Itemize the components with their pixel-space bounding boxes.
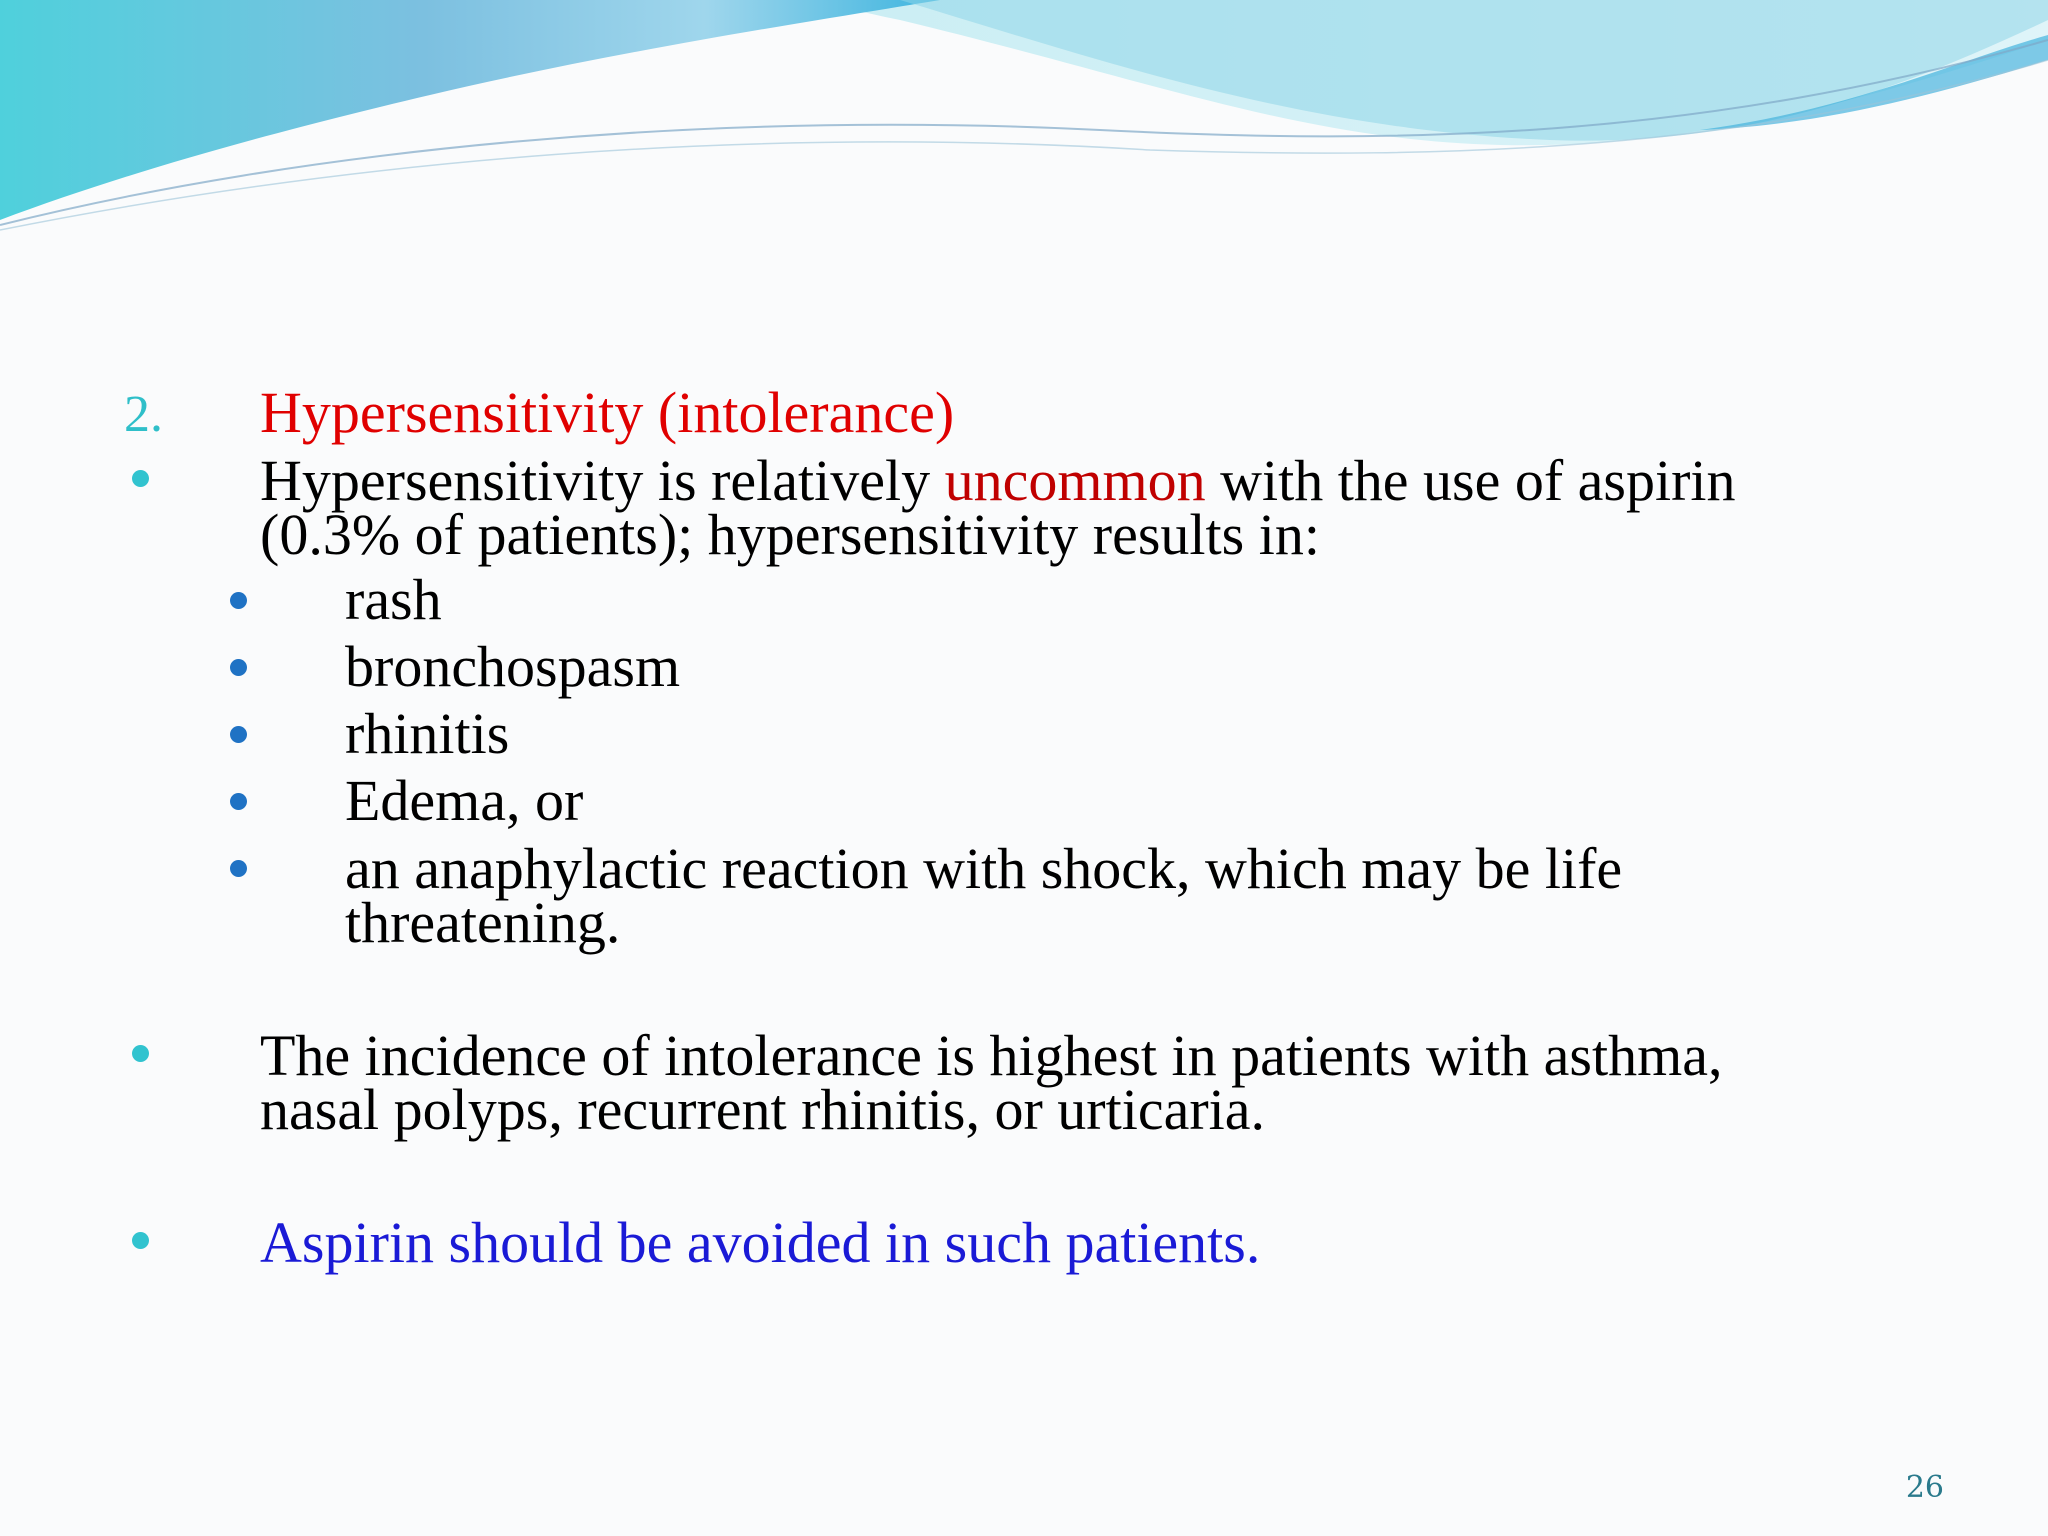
bullet-dot [132,1232,149,1249]
bullet3-text: Aspirin should be avoided in such patients. [260,1210,1261,1275]
sub-item-rash: rash [345,567,442,632]
bullet2-line1: The incidence of intolerance is highest in patients with asthma, [260,1023,1723,1088]
sub-item-anaphylactic-line2: threatening. [345,890,621,955]
sub-item-rhinitis: rhinitis [345,701,510,766]
sub-bullet-dot [230,860,247,877]
list-number: 2. [124,386,163,443]
bullet-dot [132,470,149,487]
bullet1-line2: (0.3% of patients); hypersensitivity results in: [260,502,1320,567]
sub-bullet-dot [230,726,247,743]
page-number: 26 [1905,1470,1944,1505]
sub-bullet-dot [230,659,247,676]
sub-bullet-dot [230,793,247,810]
bullet1-post: with the use of aspirin [1205,448,1736,513]
sub-bullet-dot [230,592,247,609]
bullet2-line2: nasal polyps, recurrent rhinitis, or urticaria. [260,1077,1266,1142]
sub-item-edema: Edema, or [345,768,584,833]
bullet1-pre: Hypersensitivity is relatively [260,448,945,513]
sub-item-bronchospasm: bronchospasm [345,634,681,699]
sub-item-anaphylactic-line1: an anaphylactic reaction with shock, which may be life [345,836,1623,901]
bullet-dot [132,1045,149,1062]
heading-title: Hypersensitivity (intolerance) [260,380,955,445]
bullet1-highlight: uncommon [944,448,1206,513]
